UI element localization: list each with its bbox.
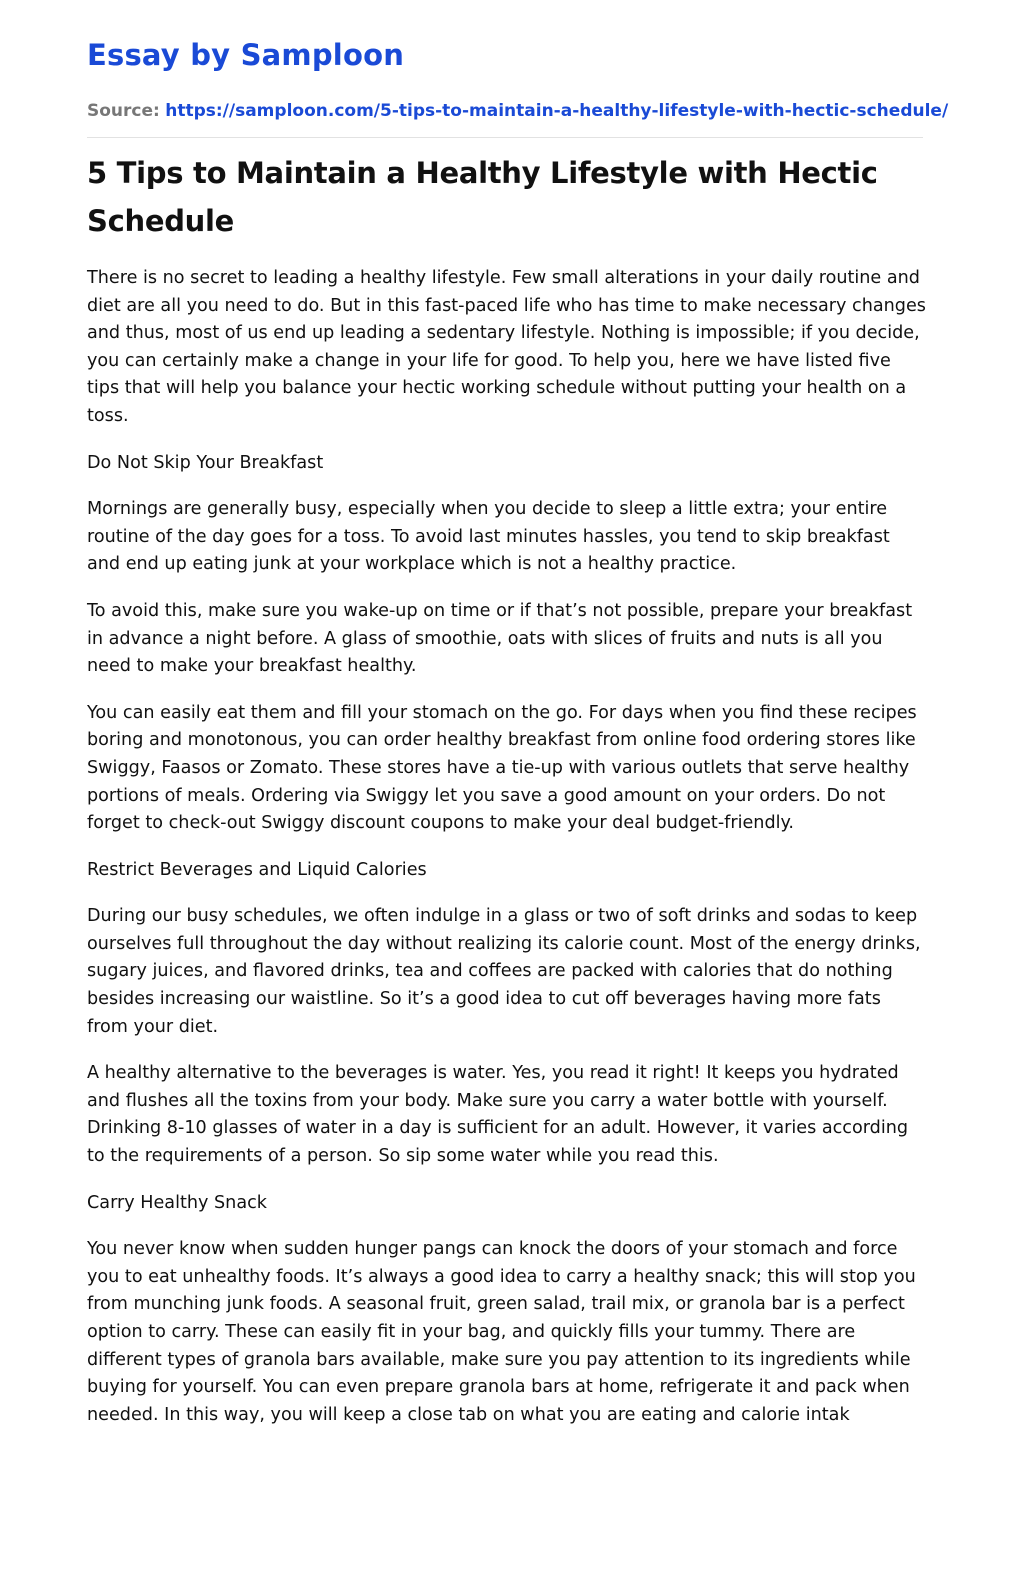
paragraph: You never know when sudden hunger pangs can knock the doors of your stomach and force you to eat unhealthy foods. It’s always a good idea to carry a healthy snack; this will stop you from munching junk foods. A seasonal fruit, green salad, trail mix, or granola bar is a perfect option to carry. These can easily fit in your bag, and quickly fills your tummy. There are different types of granola bars available, make sure you pay attention to its ingredients while buying for yourself. You can even prepare granola bars at home, refrigerate it and pack when needed. In this way, you will keep a close tab on what you are eating and calorie intak — [87, 1239, 916, 1425]
paragraph: To avoid this, make sure you wake-up on time or if that’s not possible, prepare your breakfast in advance a night before. A glass of smoothie, oats with slices of fruits and nuts is all you need to make your breakfast healthy. — [87, 600, 913, 677]
section-heading-beverages: Restrict Beverages and Liquid Calories — [87, 859, 427, 880]
source-line — [87, 99, 949, 123]
source-link[interactable]: https://samploon.com/5-tips-to-maintain-a-healthy-lifestyle-with-hectic-schedule/ — [165, 101, 949, 121]
section-heading-breakfast: Do Not Skip Your Breakfast — [87, 452, 324, 473]
paragraph: You can easily eat them and fill your stomach on the go. For days when you find these recipes boring and monotonous, you can order healthy breakfast from online food ordering stores like Swiggy, Faasos or Zomato. These stores have a tie-up with various outlets that serve healthy portions of meals. Ordering via Swiggy let you save a good amount on your orders. Do not forget to check-out Swiggy discount coupons to make your deal budget-friendly. — [87, 702, 917, 834]
source-label: Source: — [87, 101, 160, 121]
section-heading-snack: Carry Healthy Snack — [87, 1192, 267, 1213]
paragraph: During our busy schedules, we often indulge in a glass or two of soft drinks and sodas to keep ourselves full throughout the day without realizing its calorie count. Most of the energy drinks, sugary juices, and flavored drinks, tea and coffees are packed with calories that do nothing besides increasing our waistline. So it’s a good idea to cut off beverages having more fats from your diet. — [87, 906, 921, 1037]
paragraph-intro: There is no secret to leading a healthy lifestyle. Few small alterations in your daily routine and diet are all you need to do. But in this fast-paced life who has time to make necessary changes and thus, most of us end up leading a sedentary lifestyle. Nothing is impossible; if you decide, you can certainly make a change in your life for good. To help you, here we have listed five tips that will help you balance your hectic working schedule without putting your health on a toss. — [87, 268, 926, 426]
article-body — [87, 265, 927, 1429]
site-title: Essay by Samploon — [87, 38, 405, 72]
paragraph: Mornings are generally busy, especially when you decide to sleep a little extra; your entire routine of the day goes for a toss. To avoid last minutes hassles, you tend to skip breakfast and end up eating junk at your workplace which is not a healthy practice. — [87, 499, 890, 575]
content — [87, 34, 949, 1448]
essay-title: 5 Tips to Maintain a Healthy Lifestyle with Hectic Schedule — [87, 156, 878, 238]
paragraph: A healthy alternative to the beverages is water. Yes, you read it right! It keeps you hydrated and flushes all the toxins from your body. Make sure you carry a water bottle with yourself. Drinking 8-10 glasses of water in a day is sufficient for an adult. However, it varies according to the requirements of a person. So sip some water while you read this. — [87, 1063, 909, 1167]
divider — [87, 137, 923, 138]
